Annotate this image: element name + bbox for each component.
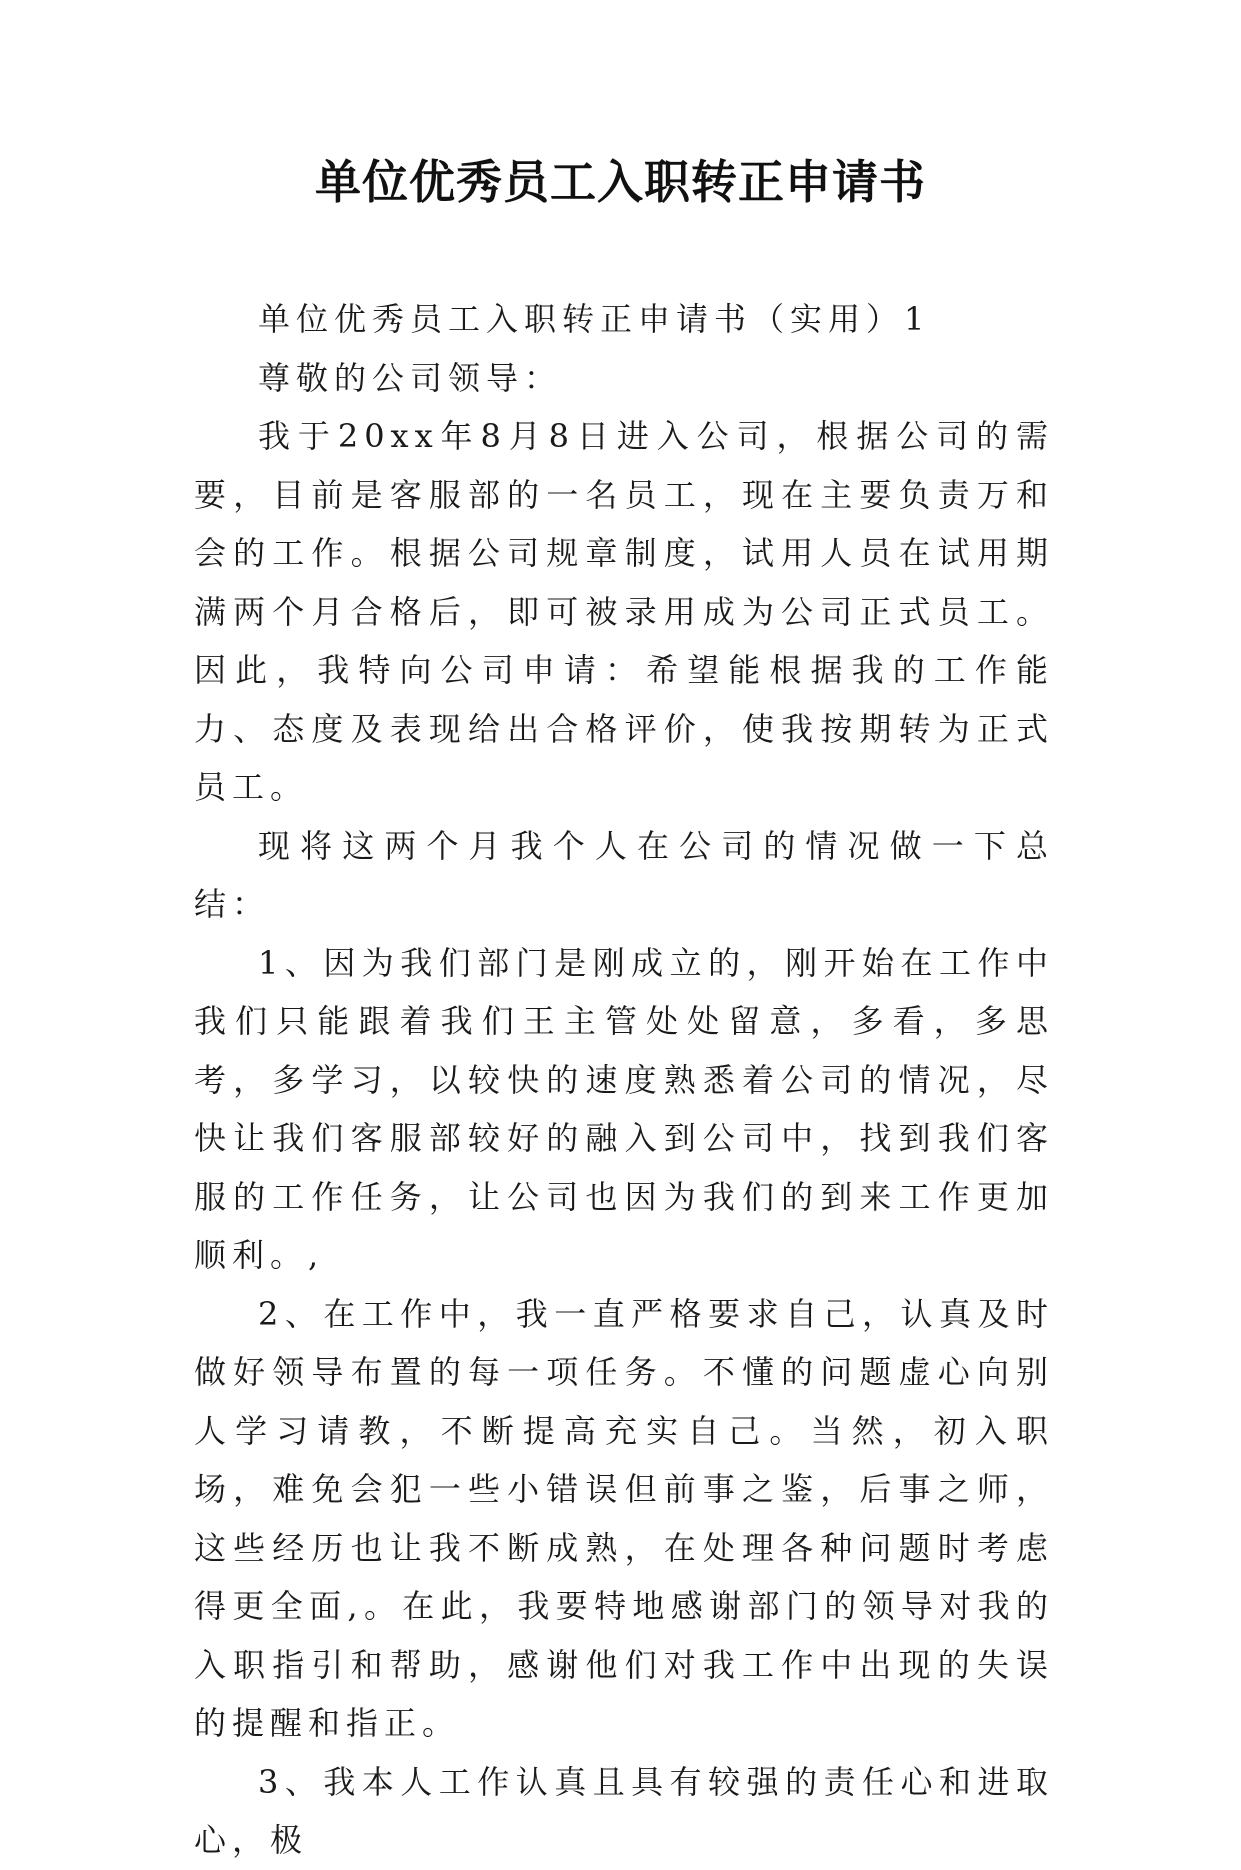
subtitle-paragraph: 单位优秀员工入职转正申请书（实用）1 bbox=[258, 300, 931, 338]
point-2-paragraph: 2、在工作中，我一直严格要求自己，认真及时做好领导布置的每一项任务。不懂的问题虚心向别人学习请教，不断提高充实自己。当然，初入职场，难免会犯一些小错误但前事之鉴，后事之师，这些经历也让我不断成熟，在处理各种问题时考虑得更全面,。在此，我要特地感谢部门的领导对我的入职指引和帮助，感谢他们对我工作中出现的失误的提醒和指正。 bbox=[194, 1294, 1054, 1742]
document-body bbox=[194, 290, 1054, 1870]
intro-paragraph: 我于20xx年8月8日进入公司，根据公司的需要，目前是客服部的一名员工，现在主要负责万和会的工作。根据公司规章制度，试用人员在试用期满两个月合格后，即可被录用成为公司正式员工。因此，我特向公司申请：希望能根据我的工作能力、态度及表现给出合格评价，使我按期转为正式员工。 bbox=[194, 417, 1054, 806]
point-3-paragraph: 3、我本人工作认真且具有较强的责任心和进取心，极 bbox=[194, 1762, 1054, 1859]
summary-lead-paragraph: 现将这两个月我个人在公司的情况做一下总结： bbox=[194, 826, 1054, 923]
salutation-paragraph: 尊敬的公司领导： bbox=[258, 358, 563, 397]
point-1-paragraph: 1、因为我们部门是刚成立的，刚开始在工作中我们只能跟着我们王主管处处留意，多看，多思考，多学习，以较快的速度熟悉着公司的情况，尽快让我们客服部较好的融入到公司中，找到我们客服的工作任务，让公司也因为我们的到来工作更加顺利。, bbox=[194, 943, 1054, 1274]
document-title: 单位优秀员工入职转正申请书 bbox=[315, 155, 926, 209]
